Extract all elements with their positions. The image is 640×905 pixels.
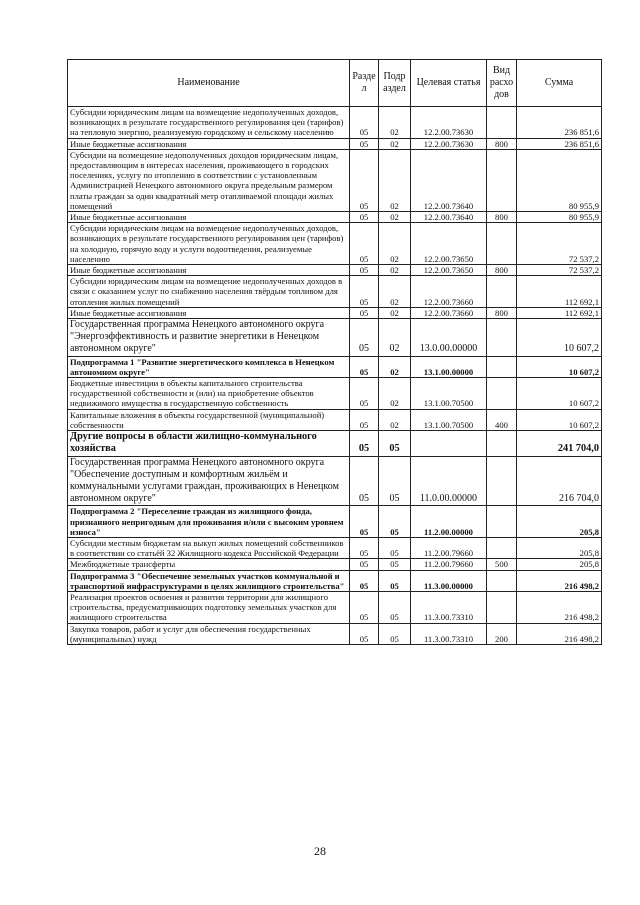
row-subsection-cell: 02 (379, 223, 411, 265)
row-target-cell: 11.2.00.00000 (411, 506, 487, 538)
row-section-cell: 05 (350, 319, 379, 357)
row-name-cell: Иные бюджетные ассигнования (68, 265, 350, 276)
row-sum-cell: 236 851,6 (517, 138, 602, 149)
row-sum-cell: 112 692,1 (517, 276, 602, 308)
row-name-cell: Капитальные вложения в объекты государственной (муниципальной) собственности (68, 409, 350, 430)
row-target-cell: 12.2.00.73650 (411, 223, 487, 265)
col-header-subsection: Подр аздел (379, 60, 411, 107)
row-sum-cell: 216 704,0 (517, 456, 602, 506)
row-expense-type-cell (487, 107, 517, 139)
row-target-cell: 11.0.00.00000 (411, 456, 487, 506)
table-row (68, 591, 602, 623)
col-header-target: Целевая статья (411, 60, 487, 107)
table-row (68, 506, 602, 538)
table-row (68, 212, 602, 223)
col-header-section: Разде л (350, 60, 379, 107)
row-name-cell: Межбюджетные трансферты (68, 559, 350, 570)
row-subsection-cell: 02 (379, 409, 411, 430)
header-row (68, 60, 602, 107)
row-name-cell: Иные бюджетные ассигнования (68, 138, 350, 149)
row-section-cell: 05 (350, 265, 379, 276)
row-subsection-cell: 05 (379, 570, 411, 591)
table-row (68, 623, 602, 644)
table-row (68, 570, 602, 591)
row-expense-type-cell (487, 223, 517, 265)
row-expense-type-cell (487, 456, 517, 506)
row-section-cell: 05 (350, 591, 379, 623)
row-subsection-cell: 02 (379, 307, 411, 318)
table-row (68, 409, 602, 430)
row-expense-type-cell: 800 (487, 212, 517, 223)
row-expense-type-cell: 400 (487, 409, 517, 430)
row-section-cell: 05 (350, 276, 379, 308)
row-target-cell (411, 431, 487, 456)
row-sum-cell: 10 607,2 (517, 356, 602, 377)
row-section-cell: 05 (350, 537, 379, 558)
row-expense-type-cell: 500 (487, 559, 517, 570)
row-section-cell: 05 (350, 149, 379, 211)
row-name-cell: Иные бюджетные ассигнования (68, 212, 350, 223)
row-sum-cell: 236 851,6 (517, 107, 602, 139)
row-sum-cell: 72 537,2 (517, 265, 602, 276)
table-row (68, 223, 602, 265)
row-sum-cell: 112 692,1 (517, 307, 602, 318)
row-target-cell: 13.0.00.00000 (411, 319, 487, 357)
row-target-cell: 12.2.00.73660 (411, 307, 487, 318)
row-target-cell: 13.1.00.70500 (411, 378, 487, 410)
row-name-cell: Подпрограмма 3 "Обеспечение земельных участков коммунальной и транспортной инфраструктурами в целях жилищного строительства" (68, 570, 350, 591)
row-name-cell: Субсидии юридическим лицам на возмещение недополученных доходов, возникающих в результате государственного регулирования цен (тарифов) на тепловую энергию, реализуемую городскому и сельскому населению (68, 107, 350, 139)
row-section-cell: 05 (350, 212, 379, 223)
row-name-cell: Субсидии юридическим лицам на возмещение недополученных доходов, возникающих в результате государственного регулирования цен (тарифов) на холодную, горячую воду и услуги водоотведения, реализуемые населению (68, 223, 350, 265)
row-expense-type-cell: 800 (487, 307, 517, 318)
row-subsection-cell: 05 (379, 537, 411, 558)
row-target-cell: 11.3.00.73310 (411, 591, 487, 623)
row-name-cell: Субсидии юридическим лицам на возмещение недополученных доходов в связи с оказанием услуг по снабжению населения твёрдым топливом для отопления жилых помещений (68, 276, 350, 308)
row-sum-cell: 216 498,2 (517, 623, 602, 644)
row-expense-type-cell: 800 (487, 138, 517, 149)
row-target-cell: 11.3.00.00000 (411, 570, 487, 591)
row-name-cell: Реализация проектов освоения и развития территории для жилищного строительства, предусматривающих подготовку земельных участков для жилищного строительства (68, 591, 350, 623)
row-sum-cell: 205,8 (517, 559, 602, 570)
table-row (68, 276, 602, 308)
row-target-cell: 12.2.00.73630 (411, 138, 487, 149)
row-expense-type-cell (487, 537, 517, 558)
row-expense-type-cell (487, 570, 517, 591)
row-section-cell: 05 (350, 570, 379, 591)
table-row (68, 265, 602, 276)
row-sum-cell: 80 955,9 (517, 212, 602, 223)
col-header-expense-type: Вид расхо дов (487, 60, 517, 107)
row-expense-type-cell (487, 431, 517, 456)
row-name-cell: Государственная программа Ненецкого автономного округа "Энергоэффективность и развитие энергетики в Ненецком автономном округе" (68, 319, 350, 357)
row-name-cell: Субсидии на возмещение недополученных доходов юридическим лицам, предоставляющим в интересах населения, проживающего в городских поселениях, услугу по отоплению в соответствии с установленным Администрацией Ненецкого автономного округа предельным размером платы граждан за один квадратный метр отапливаемой площади жилых помещений (68, 149, 350, 211)
budget-table (67, 59, 602, 645)
row-section-cell: 05 (350, 456, 379, 506)
row-name-cell: Другие вопросы в области жилищно-коммунального хозяйства (68, 431, 350, 456)
row-target-cell: 11.2.00.79660 (411, 559, 487, 570)
table-row (68, 356, 602, 377)
table-row (68, 456, 602, 506)
row-name-cell: Бюджетные инвестиции в объекты капитального строительства государственной собственности и (или) на приобретение объектов недвижимого имущества в государственную собственность (68, 378, 350, 410)
row-sum-cell: 216 498,2 (517, 591, 602, 623)
row-subsection-cell: 02 (379, 276, 411, 308)
row-subsection-cell: 02 (379, 265, 411, 276)
row-subsection-cell: 02 (379, 149, 411, 211)
row-section-cell: 05 (350, 623, 379, 644)
row-expense-type-cell (487, 276, 517, 308)
table-row (68, 378, 602, 410)
row-expense-type-cell (487, 319, 517, 357)
row-target-cell: 12.2.00.73640 (411, 149, 487, 211)
row-target-cell: 12.2.00.73650 (411, 265, 487, 276)
row-sum-cell: 216 498,2 (517, 570, 602, 591)
row-section-cell: 05 (350, 356, 379, 377)
table-row (68, 107, 602, 139)
row-expense-type-cell (487, 378, 517, 410)
col-header-name: Наименование (68, 60, 350, 107)
row-section-cell: 05 (350, 506, 379, 538)
table-row (68, 559, 602, 570)
row-subsection-cell: 05 (379, 623, 411, 644)
row-subsection-cell: 05 (379, 456, 411, 506)
row-section-cell: 05 (350, 107, 379, 139)
row-sum-cell: 80 955,9 (517, 149, 602, 211)
row-section-cell: 05 (350, 559, 379, 570)
row-subsection-cell: 02 (379, 107, 411, 139)
row-target-cell: 13.1.00.00000 (411, 356, 487, 377)
row-section-cell: 05 (350, 431, 379, 456)
table-row (68, 319, 602, 357)
row-name-cell: Подпрограмма 1 "Развитие энергетического комплекса в Ненецком автономном округе" (68, 356, 350, 377)
row-expense-type-cell (487, 149, 517, 211)
table-row (68, 431, 602, 456)
row-sum-cell: 205,8 (517, 506, 602, 538)
row-subsection-cell: 05 (379, 506, 411, 538)
row-expense-type-cell (487, 591, 517, 623)
row-section-cell: 05 (350, 409, 379, 430)
table-body (68, 107, 602, 645)
row-name-cell: Субсидии местным бюджетам на выкуп жилых помещений собственников в соответствии со статьёй 32 Жилищного кодекса Российской Федерации (68, 537, 350, 558)
row-target-cell: 12.2.00.73640 (411, 212, 487, 223)
row-sum-cell: 241 704,0 (517, 431, 602, 456)
row-section-cell: 05 (350, 138, 379, 149)
row-target-cell: 11.2.00.79660 (411, 537, 487, 558)
row-subsection-cell: 02 (379, 378, 411, 410)
row-name-cell: Подпрограмма 2 "Переселение граждан из жилищного фонда, признанного непригодным для проживания и/или с высоким уровнем износа" (68, 506, 350, 538)
row-expense-type-cell: 200 (487, 623, 517, 644)
row-target-cell: 13.1.00.70500 (411, 409, 487, 430)
row-sum-cell: 72 537,2 (517, 223, 602, 265)
row-name-cell: Закупка товаров, работ и услуг для обеспечения государственных (муниципальных) нужд (68, 623, 350, 644)
col-header-sum: Сумма (517, 60, 602, 107)
row-section-cell: 05 (350, 307, 379, 318)
table-row (68, 307, 602, 318)
row-section-cell: 05 (350, 378, 379, 410)
row-name-cell: Государственная программа Ненецкого автономного округа "Обеспечение доступным и комфортным жильём и коммунальными услугами граждан, проживающих в Ненецком автономном округе" (68, 456, 350, 506)
table-row (68, 138, 602, 149)
row-sum-cell: 10 607,2 (517, 319, 602, 357)
table-row (68, 537, 602, 558)
row-sum-cell: 10 607,2 (517, 409, 602, 430)
row-subsection-cell: 05 (379, 591, 411, 623)
row-subsection-cell: 02 (379, 356, 411, 377)
row-subsection-cell: 02 (379, 212, 411, 223)
row-subsection-cell: 02 (379, 138, 411, 149)
row-sum-cell: 205,8 (517, 537, 602, 558)
row-name-cell: Иные бюджетные ассигнования (68, 307, 350, 318)
row-expense-type-cell (487, 356, 517, 377)
row-sum-cell: 10 607,2 (517, 378, 602, 410)
row-expense-type-cell (487, 506, 517, 538)
row-section-cell: 05 (350, 223, 379, 265)
row-subsection-cell: 05 (379, 431, 411, 456)
table-row (68, 149, 602, 211)
row-target-cell: 12.2.00.73660 (411, 276, 487, 308)
row-subsection-cell: 02 (379, 319, 411, 357)
page-number: 28 (314, 844, 326, 858)
row-expense-type-cell: 800 (487, 265, 517, 276)
row-target-cell: 11.3.00.73310 (411, 623, 487, 644)
row-subsection-cell: 05 (379, 559, 411, 570)
row-target-cell: 12.2.00.73630 (411, 107, 487, 139)
